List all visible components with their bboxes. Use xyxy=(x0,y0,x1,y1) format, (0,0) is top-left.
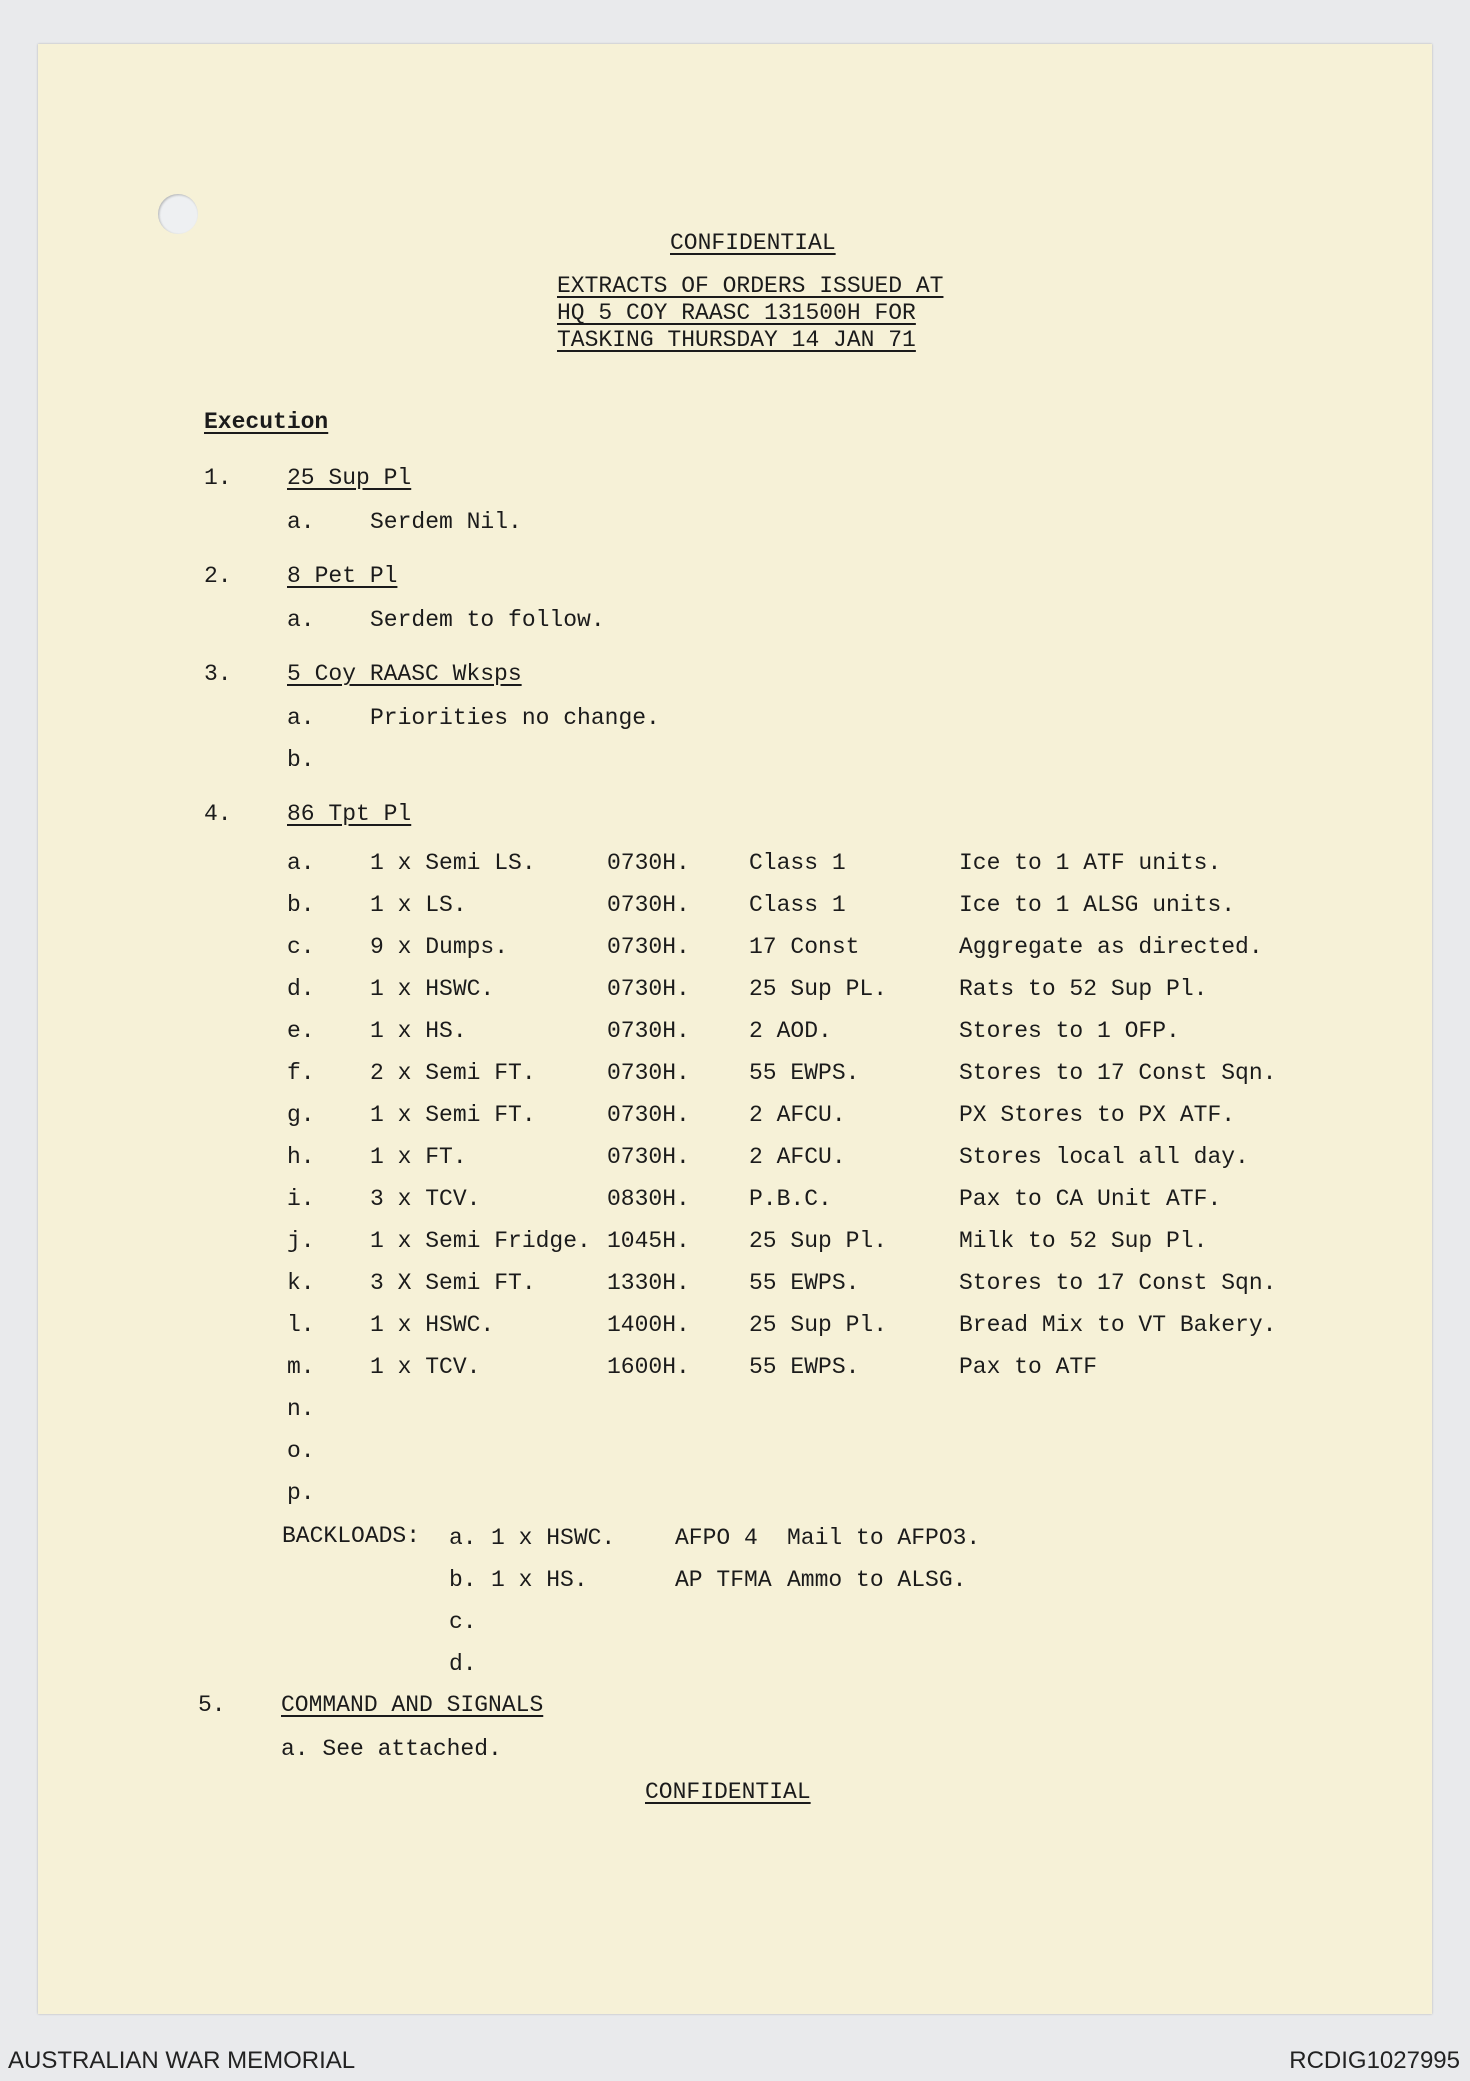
row-vehicle: 2 x Semi FT. xyxy=(370,1060,536,1086)
sub-letter: a. xyxy=(287,607,315,633)
row-task: Pax to CA Unit ATF. xyxy=(959,1186,1222,1212)
item-number: 4. xyxy=(204,801,232,827)
row-unit: Class 1 xyxy=(749,850,846,876)
sub-text: Priorities no change. xyxy=(370,705,660,731)
item-number: 1. xyxy=(204,465,232,491)
row-task: Stores to 1 OFP. xyxy=(959,1018,1180,1044)
title-line-2: HQ 5 COY RAASC 131500H FOR xyxy=(557,300,916,326)
row-time: 0730H. xyxy=(607,976,690,1002)
row-letter: a. xyxy=(287,850,315,876)
row-task: Bread Mix to VT Bakery. xyxy=(959,1312,1277,1338)
row-letter: b. xyxy=(287,892,315,918)
item-number: 3. xyxy=(204,661,232,687)
row-task: Ice to 1 ALSG units. xyxy=(959,892,1236,918)
row-time: 1330H. xyxy=(607,1270,690,1296)
row-letter: l. xyxy=(287,1312,315,1338)
row-letter: m. xyxy=(287,1354,315,1380)
row-task: Stores local all day. xyxy=(959,1144,1249,1170)
section-heading: Execution xyxy=(204,409,329,435)
row-letter: d. xyxy=(287,976,315,1002)
row-time: 0730H. xyxy=(607,1144,690,1170)
row-vehicle: 3 x TCV. xyxy=(370,1186,481,1212)
sub-text: Serdem to follow. xyxy=(370,607,605,633)
archive-id: RCDIG1027995 xyxy=(1289,2047,1460,2074)
row-letter: c. xyxy=(287,934,315,960)
classification-header: CONFIDENTIAL xyxy=(670,230,836,256)
row-letter: k. xyxy=(287,1270,315,1296)
row-unit: 25 Sup Pl. xyxy=(749,1228,888,1254)
row-time: 0730H. xyxy=(607,1060,690,1086)
item-title: 86 Tpt Pl xyxy=(287,801,412,827)
item-number: 2. xyxy=(204,563,232,589)
backload-letter: b. xyxy=(449,1567,477,1593)
backload-letter: c. xyxy=(449,1609,477,1635)
row-letter: n. xyxy=(287,1396,315,1422)
row-unit: 25 Sup PL. xyxy=(749,976,888,1002)
row-letter: g. xyxy=(287,1102,315,1128)
backload-vehicle: 1 x HS. xyxy=(491,1567,588,1593)
row-unit: P.B.C. xyxy=(749,1186,832,1212)
row-letter: j. xyxy=(287,1228,315,1254)
row-task: PX Stores to PX ATF. xyxy=(959,1102,1236,1128)
row-vehicle: 9 x Dumps. xyxy=(370,934,509,960)
row-vehicle: 1 x Semi LS. xyxy=(370,850,536,876)
row-unit: 17 Const xyxy=(749,934,860,960)
row-unit: 55 EWPS. xyxy=(749,1354,860,1380)
row-task: Ice to 1 ATF units. xyxy=(959,850,1222,876)
row-time: 1400H. xyxy=(607,1312,690,1338)
backload-unit: AP TFMA xyxy=(675,1567,772,1593)
sub-text: a. See attached. xyxy=(281,1736,502,1762)
row-vehicle: 1 x FT. xyxy=(370,1144,467,1170)
item-number: 5. xyxy=(198,1692,226,1718)
row-time: 1045H. xyxy=(607,1228,690,1254)
backload-unit: AFPO 4 xyxy=(675,1525,758,1551)
row-vehicle: 1 x Semi FT. xyxy=(370,1102,536,1128)
backloads-label: BACKLOADS: xyxy=(282,1523,421,1549)
archive-name: AUSTRALIAN WAR MEMORIAL xyxy=(8,2047,356,2074)
sub-text: Serdem Nil. xyxy=(370,509,522,535)
row-letter: e. xyxy=(287,1018,315,1044)
row-task: Stores to 17 Const Sqn. xyxy=(959,1270,1277,1296)
row-unit: 25 Sup Pl. xyxy=(749,1312,888,1338)
item-title: COMMAND AND SIGNALS xyxy=(281,1692,544,1718)
row-unit: 2 AOD. xyxy=(749,1018,832,1044)
row-unit: 2 AFCU. xyxy=(749,1102,846,1128)
row-letter: f. xyxy=(287,1060,315,1086)
sub-letter: a. xyxy=(287,705,315,731)
row-time: 0830H. xyxy=(607,1186,690,1212)
row-time: 0730H. xyxy=(607,1102,690,1128)
row-letter: o. xyxy=(287,1438,315,1464)
item-title: 25 Sup Pl xyxy=(287,465,412,491)
row-unit: 55 EWPS. xyxy=(749,1270,860,1296)
item-title: 8 Pet Pl xyxy=(287,563,398,589)
row-vehicle: 1 x HS. xyxy=(370,1018,467,1044)
row-time: 0730H. xyxy=(607,850,690,876)
row-time: 0730H. xyxy=(607,892,690,918)
row-letter: i. xyxy=(287,1186,315,1212)
row-time: 0730H. xyxy=(607,934,690,960)
item-title: 5 Coy RAASC Wksps xyxy=(287,661,522,687)
row-vehicle: 1 x HSWC. xyxy=(370,976,495,1002)
row-unit: 2 AFCU. xyxy=(749,1144,846,1170)
row-task: Milk to 52 Sup Pl. xyxy=(959,1228,1208,1254)
row-task: Stores to 17 Const Sqn. xyxy=(959,1060,1277,1086)
row-vehicle: 1 x LS. xyxy=(370,892,467,918)
row-unit: Class 1 xyxy=(749,892,846,918)
row-letter: p. xyxy=(287,1480,315,1506)
row-vehicle: 1 x Semi Fridge. xyxy=(370,1228,591,1254)
title-line-1: EXTRACTS OF ORDERS ISSUED AT xyxy=(557,273,944,299)
backload-task: Mail to AFPO3. xyxy=(787,1525,981,1551)
row-time: 0730H. xyxy=(607,1018,690,1044)
classification-footer: CONFIDENTIAL xyxy=(645,1779,811,1805)
row-letter: h. xyxy=(287,1144,315,1170)
backload-letter: a. xyxy=(449,1525,477,1551)
backload-task: Ammo to ALSG. xyxy=(787,1567,967,1593)
row-vehicle: 1 x TCV. xyxy=(370,1354,481,1380)
row-unit: 55 EWPS. xyxy=(749,1060,860,1086)
backload-vehicle: 1 x HSWC. xyxy=(491,1525,616,1551)
sub-letter: a. xyxy=(287,509,315,535)
backload-letter: d. xyxy=(449,1651,477,1677)
row-task: Aggregate as directed. xyxy=(959,934,1263,960)
sub-letter: b. xyxy=(287,747,315,773)
row-vehicle: 3 X Semi FT. xyxy=(370,1270,536,1296)
title-line-3: TASKING THURSDAY 14 JAN 71 xyxy=(557,327,916,353)
row-vehicle: 1 x HSWC. xyxy=(370,1312,495,1338)
row-task: Pax to ATF xyxy=(959,1354,1098,1380)
row-time: 1600H. xyxy=(607,1354,690,1380)
row-task: Rats to 52 Sup Pl. xyxy=(959,976,1208,1002)
